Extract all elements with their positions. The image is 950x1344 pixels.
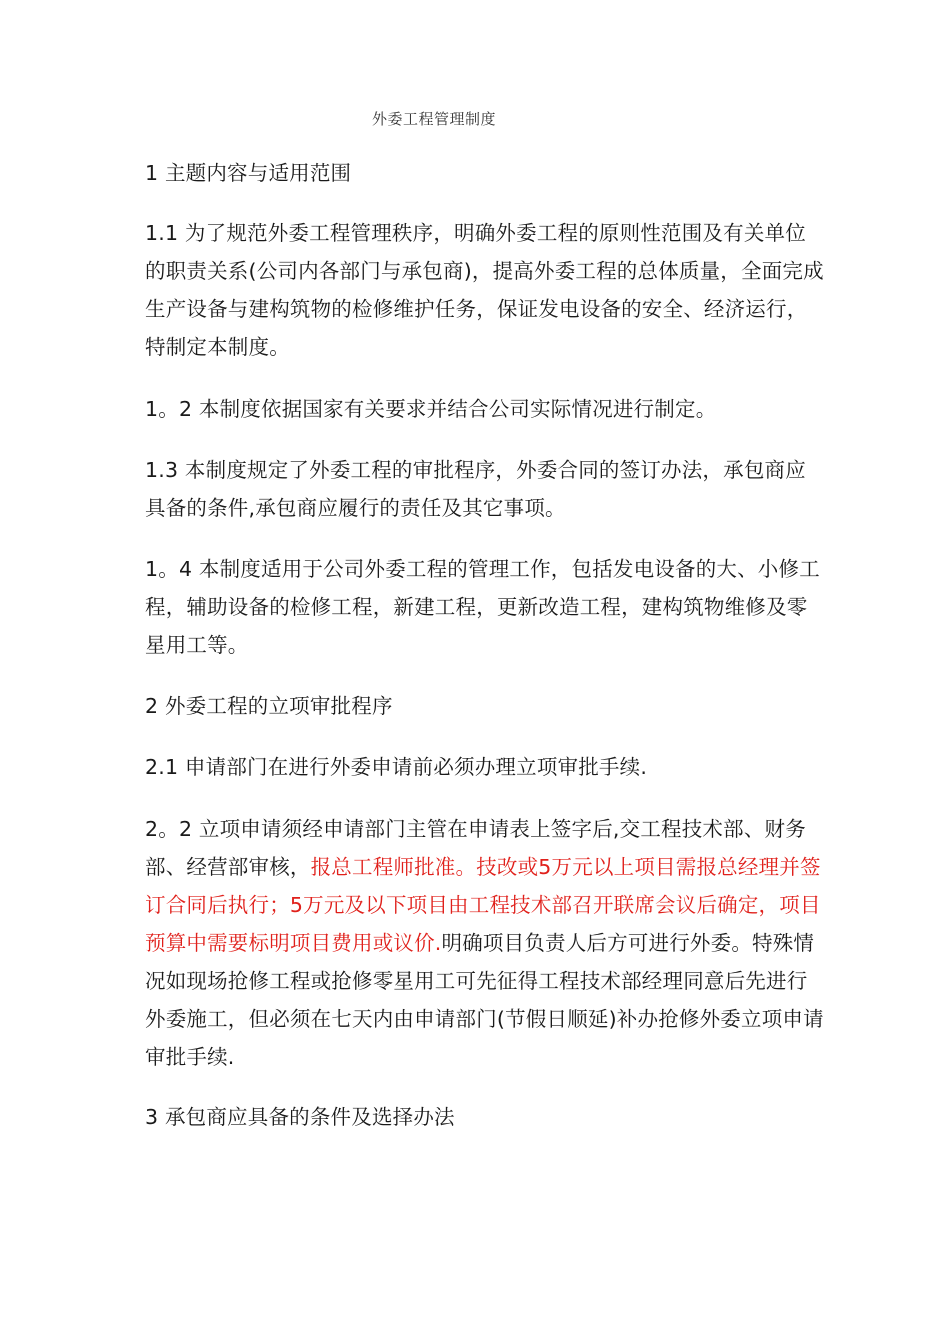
paragraph-2-2-part3: 明确项目负责人后方可进行外委。特殊情况如现场抢修工程或抢修零星用工可先征得工程技术部经理同意后先进行外委施工，但必须在七天内由申请部门(节假日顺延)补办抢修外委立项申请审批手续. <box>145 931 824 1069</box>
section-heading-3: 3 承包商应具备的条件及选择办法 <box>145 1105 455 1129</box>
paragraph-1-4: 1。4 本制度适用于公司外委工程的管理工作，包括发电设备的大、小修工程，辅助设备的检修工程，新建工程，更新改造工程，建构筑物维修及零星用工等。 <box>145 557 820 657</box>
section-heading-2: 2 外委工程的立项审批程序 <box>145 694 393 718</box>
paragraph-1-1: 1.1 为了规范外委工程管理秩序，明确外委工程的原则性范围及有关单位的职责关系(公司内各部门与承包商)，提高外委工程的总体质量，全面完成生产设备与建构筑物的检修维护任务，保证发电设备的安全、经济运行，特制定本制度。 <box>145 221 824 359</box>
document-title: 外委工程管理制度 <box>371 110 496 128</box>
paragraph-1-2: 1。2 本制度依据国家有关要求并结合公司实际情况进行制定。 <box>145 397 717 421</box>
paragraph-2-2-part1: 2。2 立项申请须经申请部门主管在申请表上签字后,交工程技术部、财务部、经营部审核， <box>145 817 806 879</box>
paragraph-1-3: 1.3 本制度规定了外委工程的审批程序，外委合同的签订办法，承包商应具备的条件,承包商应履行的责任及其它事项。 <box>145 458 806 520</box>
section-heading-1: 1 主题内容与适用范围 <box>145 161 352 185</box>
paragraph-2-2 <box>145 810 825 1076</box>
paragraph-2-1: 2.1 申请部门在进行外委申请前必须办理立项审批手续. <box>145 755 648 779</box>
paragraph-2-2-highlight: 报总工程师批准。技改或5万元以上项目需报总经理并签订合同后执行；5万元及以下项目由工程技术部召开联席会议后确定，项目预算中需要标明项目费用或议价. <box>145 855 821 955</box>
